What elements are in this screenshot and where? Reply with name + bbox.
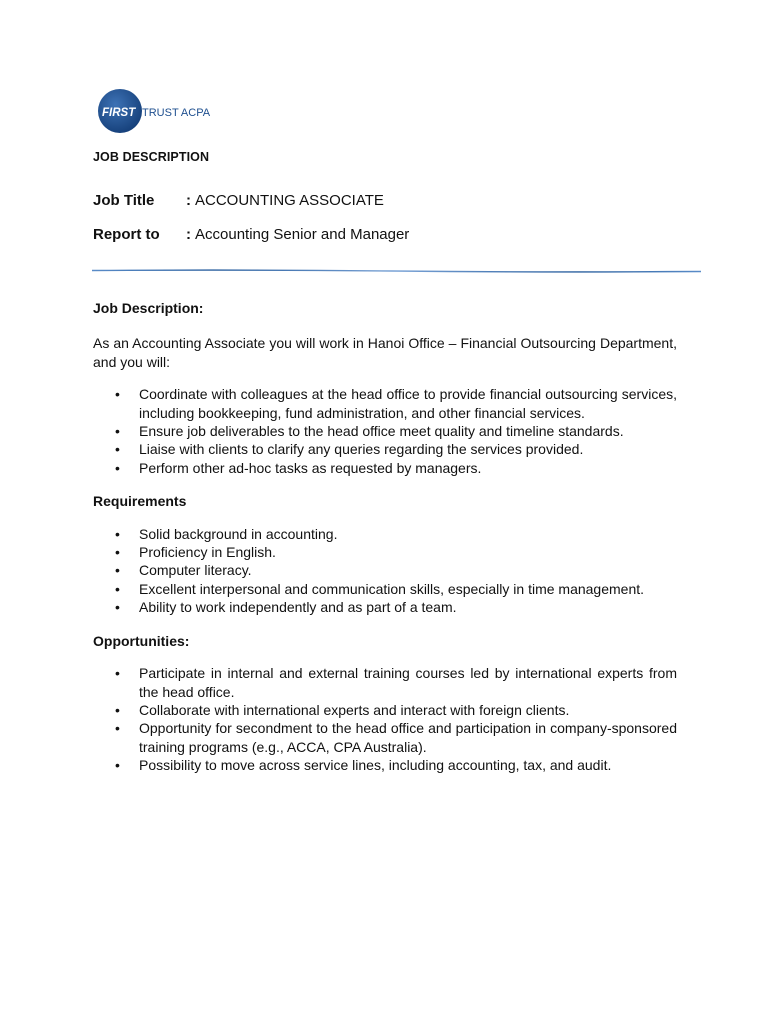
bullet-icon: •	[115, 544, 120, 561]
bullet-icon: •	[115, 599, 120, 616]
job-description-item-text: Coordinate with colleagues at the head office to provide financial outsourcing services, including bookkeeping, fund administration, and other financial services.	[139, 386, 677, 421]
bullet-icon: •	[115, 459, 120, 476]
requirement-item	[93, 543, 677, 561]
job-description-item	[93, 385, 677, 422]
job-title-colon: :	[186, 192, 191, 209]
job-description-item	[93, 440, 677, 458]
opportunity-item	[93, 701, 677, 719]
job-description-item	[93, 459, 677, 477]
job-title-row	[93, 192, 384, 210]
job-description-item-text: Ensure job deliverables to the head office meet quality and timeline standards.	[139, 423, 624, 440]
opportunity-item-text: Opportunity for secondment to the head office and participation in company-sponsored training programs (e.g., ACCA, CPA Australia).	[139, 720, 677, 755]
job-title-value: ACCOUNTING ASSOCIATE	[195, 192, 384, 209]
opportunity-item	[93, 756, 677, 774]
opportunity-item	[93, 664, 677, 701]
report-to-row	[93, 226, 409, 244]
bullet-icon: •	[115, 423, 120, 440]
bullet-icon: •	[115, 386, 120, 403]
job-description-intro: As an Accounting Associate you will work in Hanoi Office – Financial Outsourcing Department, and you will:	[93, 335, 677, 370]
document-heading: JOB DESCRIPTION	[93, 150, 210, 164]
job-description-item	[93, 422, 677, 440]
job-title-label: Job Title	[93, 192, 155, 209]
bullet-icon: •	[115, 701, 120, 718]
requirement-item	[93, 580, 677, 598]
job-description-heading: Job Description:	[93, 300, 204, 316]
company-logo	[96, 87, 220, 135]
bullet-icon: •	[115, 757, 120, 774]
requirement-item	[93, 598, 677, 616]
bullet-icon: •	[115, 720, 120, 737]
opportunity-item-text: Possibility to move across service lines, including accounting, tax, and audit.	[139, 757, 612, 774]
opportunities-heading: Opportunities:	[93, 632, 190, 649]
report-to-value: Accounting Senior and Manager	[195, 226, 410, 243]
requirement-item	[93, 525, 677, 543]
job-description-item-text: Liaise with clients to clarify any queries regarding the services provided.	[139, 441, 584, 458]
requirement-item-text: Proficiency in English.	[139, 544, 276, 561]
requirement-item-text: Computer literacy.	[139, 562, 252, 579]
header-divider	[92, 268, 701, 274]
report-to-colon: :	[186, 226, 191, 243]
opportunity-item-text: Participate in internal and external training courses led by international experts from the head office.	[139, 665, 677, 700]
opportunity-item-text: Collaborate with international experts and interact with foreign clients.	[139, 701, 570, 718]
requirements-heading: Requirements	[93, 493, 187, 510]
bullet-icon: •	[115, 441, 120, 458]
company-logo-graphic	[96, 87, 220, 135]
bullet-icon: •	[115, 665, 120, 682]
job-description-item-text: Perform other ad-hoc tasks as requested by managers.	[139, 459, 482, 476]
requirement-item-text: Ability to work independently and as part of a team.	[139, 599, 457, 616]
document-body	[93, 299, 677, 775]
requirements-list	[93, 525, 677, 617]
opportunities-list	[93, 664, 677, 774]
job-description-list	[93, 385, 677, 477]
logo-text-rest: TRUST ACPA	[142, 107, 211, 119]
bullet-icon: •	[115, 562, 120, 579]
requirement-item-text: Excellent interpersonal and communication skills, especially in time management.	[139, 580, 645, 597]
report-to-label: Report to	[93, 226, 160, 243]
bullet-icon: •	[115, 525, 120, 542]
requirement-item-text: Solid background in accounting.	[139, 525, 338, 542]
bullet-icon: •	[115, 580, 120, 597]
requirement-item	[93, 561, 677, 579]
opportunity-item	[93, 719, 677, 756]
logo-text-first: FIRST	[102, 107, 136, 119]
